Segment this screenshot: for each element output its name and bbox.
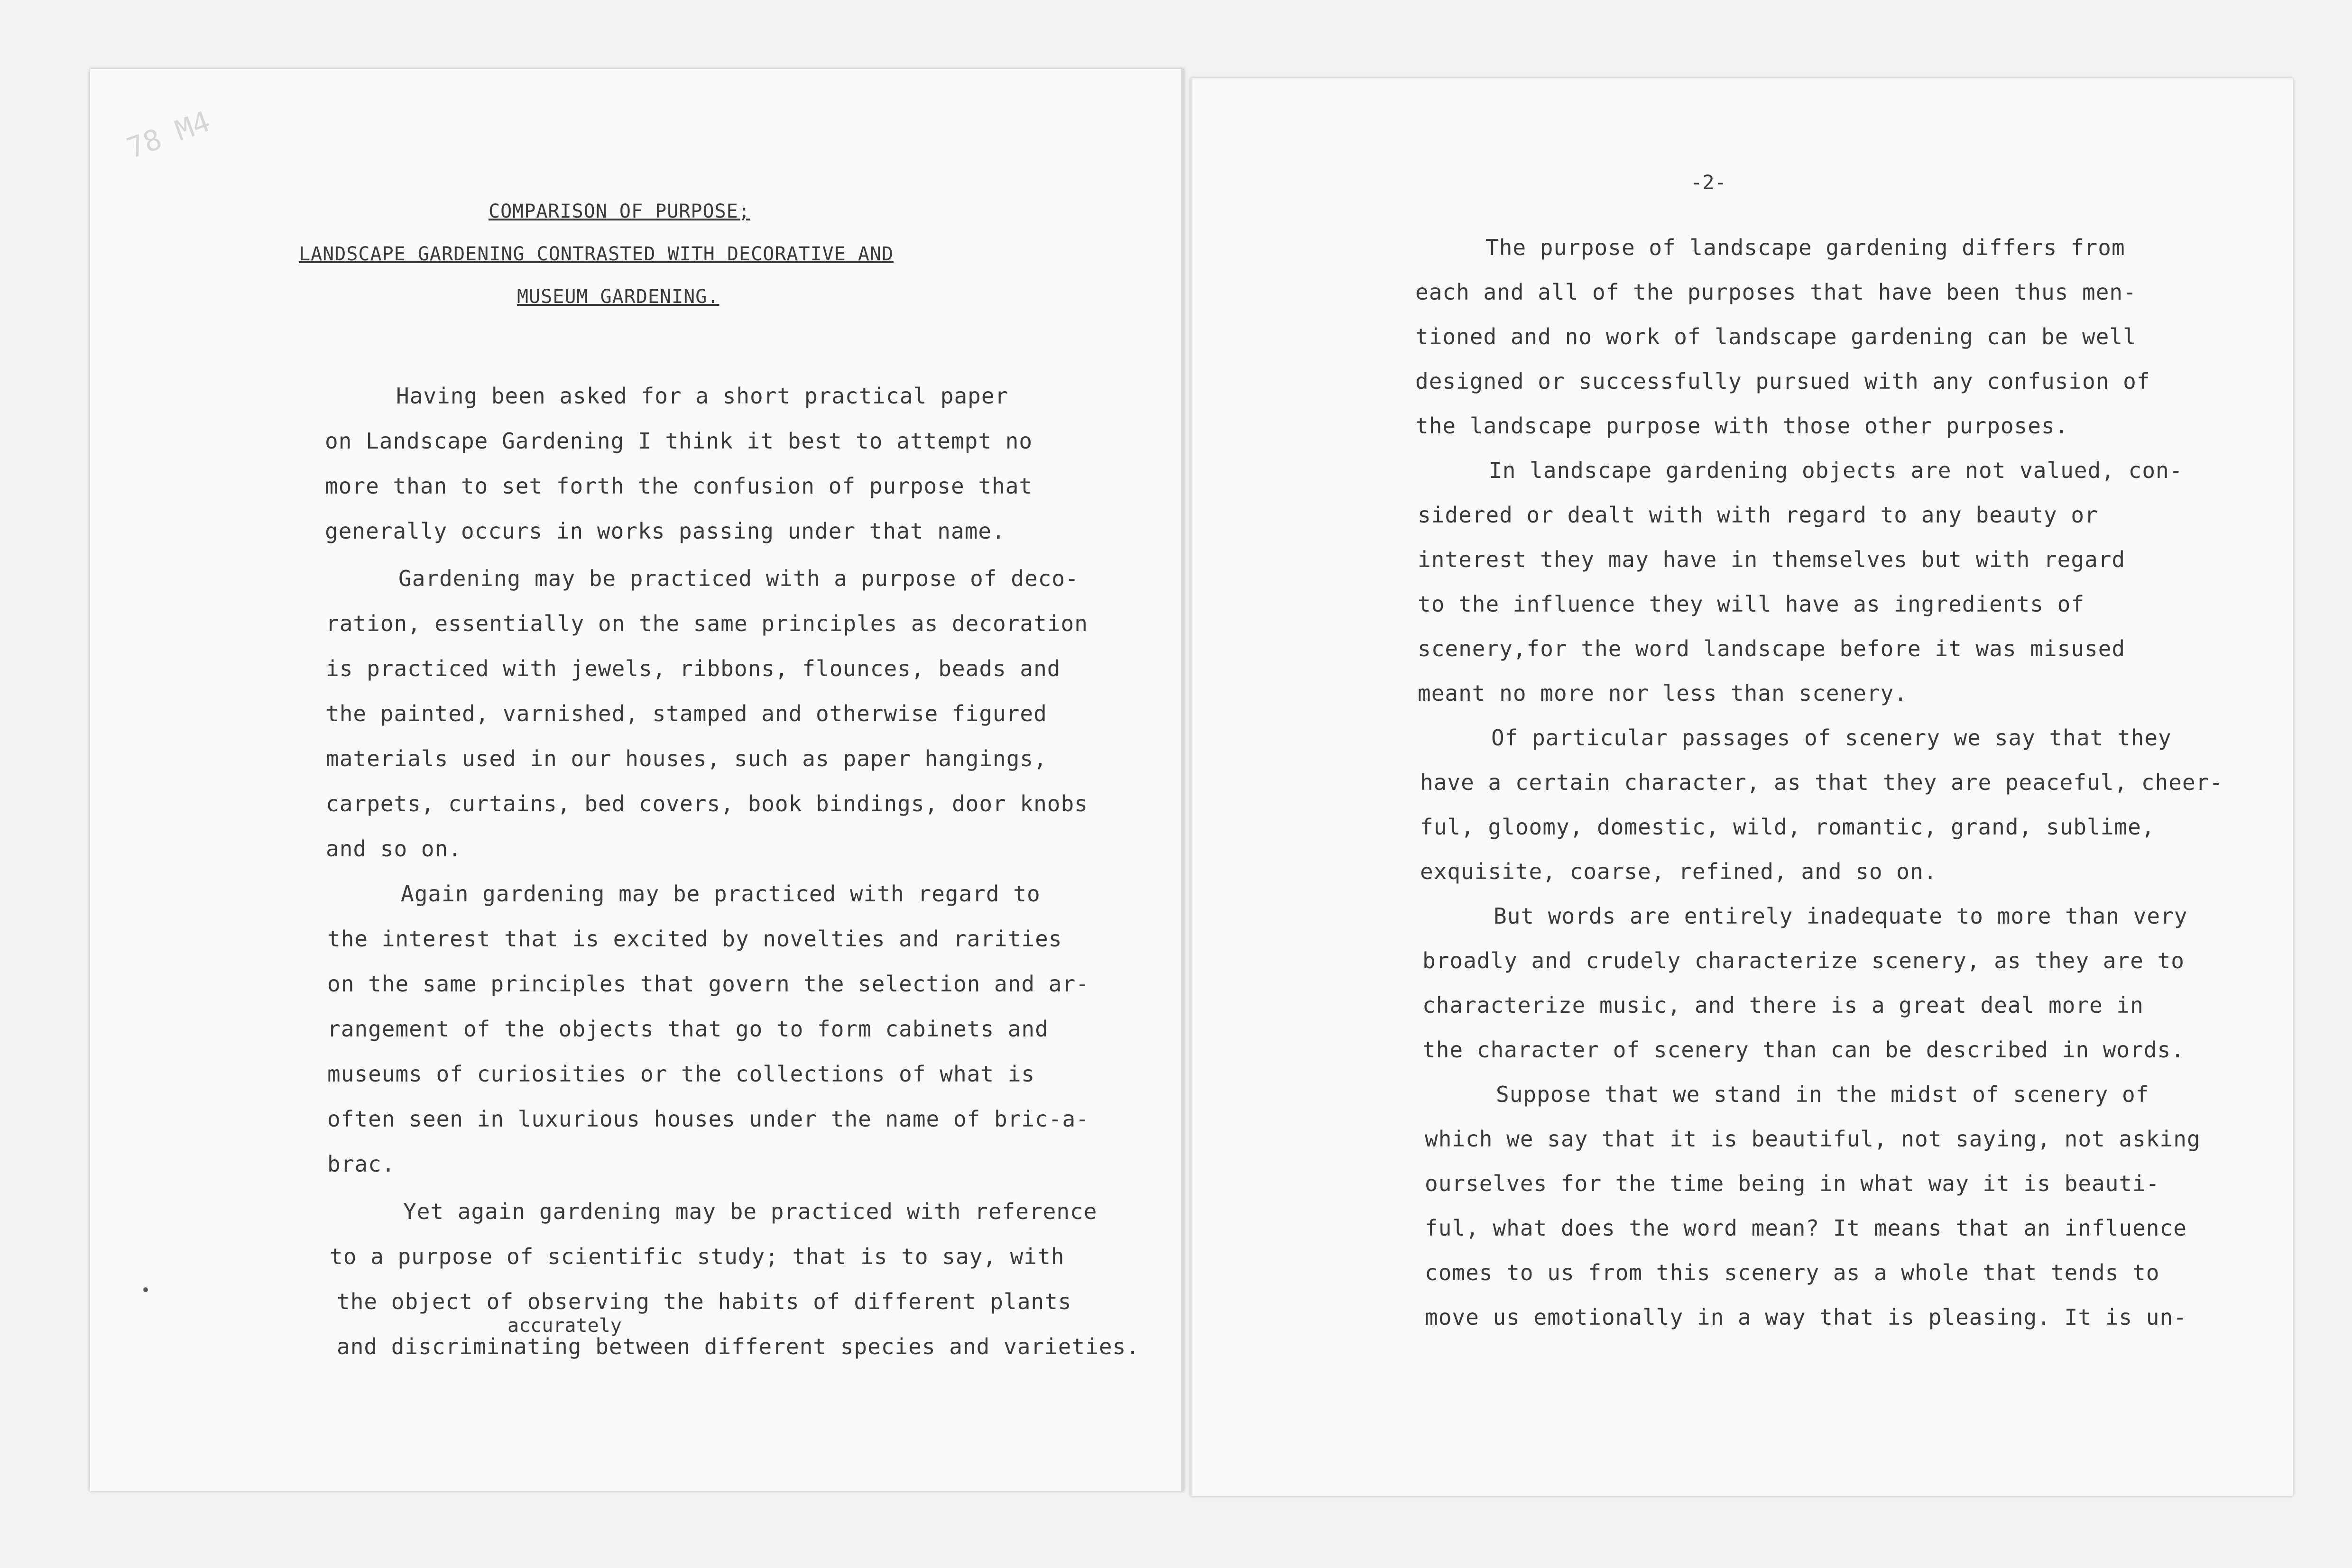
right-page	[1190, 78, 2293, 1496]
text-line: characterize music, and there is a great deal more in	[1422, 992, 2144, 1018]
heading-line-3: MUSEUM GARDENING.	[517, 286, 719, 308]
text-line: sidered or dealt with with regard to any beauty or	[1418, 502, 2098, 528]
text-line: move us emotionally in a way that is pleasing. It is un-	[1425, 1304, 2187, 1330]
heading-line-2: LANDSCAPE GARDENING CONTRASTED WITH DECORATIVE AND	[299, 243, 894, 265]
stray-mark	[143, 1287, 148, 1292]
text-line: on Landscape Gardening I think it best to attempt no	[325, 428, 1033, 454]
text-line: broadly and crudely characterize scenery, as they are to	[1422, 948, 2185, 973]
page-number: -2-	[1690, 171, 1726, 194]
text-line: tioned and no work of landscape gardening can be well	[1415, 324, 2137, 349]
text-line: Of particular passages of scenery we say that they	[1491, 725, 2172, 751]
text-line: ful, what does the word mean? It means that an influence	[1425, 1215, 2187, 1241]
text-line: materials used in our houses, such as paper hangings,	[326, 746, 1047, 771]
text-line: exquisite, coarse, refined, and so on.	[1420, 859, 1937, 884]
text-line: rangement of the objects that go to form cabinets and	[327, 1016, 1049, 1042]
text-line: the character of scenery than can be described in words.	[1422, 1037, 2185, 1063]
text-line: which we say that it is beautiful, not saying, not asking	[1425, 1126, 2201, 1152]
text-line: generally occurs in works passing under that name.	[325, 518, 1005, 544]
text-line: scenery,for the word landscape before it was misused	[1418, 636, 2126, 661]
text-line: often seen in luxurious houses under the name of bric-a-	[327, 1106, 1089, 1132]
text-line: the painted, varnished, stamped and otherwise figured	[326, 701, 1047, 726]
text-line: ration, essentially on the same principles as decoration	[326, 611, 1088, 636]
text-line: But words are entirely inadequate to more than very	[1494, 903, 2188, 929]
text-line: and so on.	[326, 836, 462, 862]
text-line: is practiced with jewels, ribbons, flounces, beads and	[326, 656, 1061, 681]
text-line: the object of observing the habits of different plants	[337, 1289, 1072, 1314]
text-line: on the same principles that govern the selection and ar-	[327, 971, 1089, 997]
left-page	[90, 69, 1184, 1491]
text-line: comes to us from this scenery as a whole that tends to	[1425, 1260, 2160, 1285]
text-line: meant no more nor less than scenery.	[1418, 680, 1908, 706]
text-line: interest they may have in themselves but with regard	[1418, 547, 2126, 572]
text-line: have a certain character, as that they are peaceful, cheer-	[1420, 770, 2223, 795]
text-line: designed or successfully pursued with any confusion of	[1415, 368, 2150, 394]
text-line: Gardening may be practiced with a purpose of deco-	[398, 566, 1079, 591]
heading-line-1: COMPARISON OF PURPOSE;	[489, 201, 750, 222]
text-line: the landscape purpose with those other purposes.	[1415, 413, 2069, 439]
text-line: brac.	[327, 1151, 396, 1177]
text-line: and discriminating between different species and varieties.	[337, 1334, 1140, 1359]
text-line: Again gardening may be practiced with regard to	[401, 881, 1041, 907]
handwritten-insertion: accurately	[507, 1315, 622, 1337]
text-line: Having been asked for a short practical paper	[396, 383, 1009, 409]
text-line: In landscape gardening objects are not valued, con-	[1489, 458, 2183, 483]
text-line: Yet again gardening may be practiced with reference	[403, 1199, 1098, 1224]
text-line: The purpose of landscape gardening differs from	[1485, 235, 2125, 260]
text-line: ourselves for the time being in what way it is beauti-	[1425, 1171, 2160, 1196]
text-line: carpets, curtains, bed covers, book bindings, door knobs	[326, 791, 1088, 816]
text-line: to the influence they will have as ingredients of	[1418, 591, 2085, 617]
text-line: more than to set forth the confusion of purpose that	[325, 473, 1033, 499]
text-line: to a purpose of scientific study; that is to say, with	[330, 1244, 1065, 1269]
text-line: Suppose that we stand in the midst of scenery of	[1496, 1082, 2149, 1107]
text-line: museums of curiosities or the collections of what is	[327, 1061, 1035, 1087]
text-line: ful, gloomy, domestic, wild, romantic, grand, sublime,	[1420, 814, 2155, 840]
pencil-mark: 78 M4	[122, 105, 215, 165]
text-line: the interest that is excited by novelties and rarities	[327, 926, 1062, 952]
text-line: each and all of the purposes that have been thus men-	[1415, 279, 2137, 305]
